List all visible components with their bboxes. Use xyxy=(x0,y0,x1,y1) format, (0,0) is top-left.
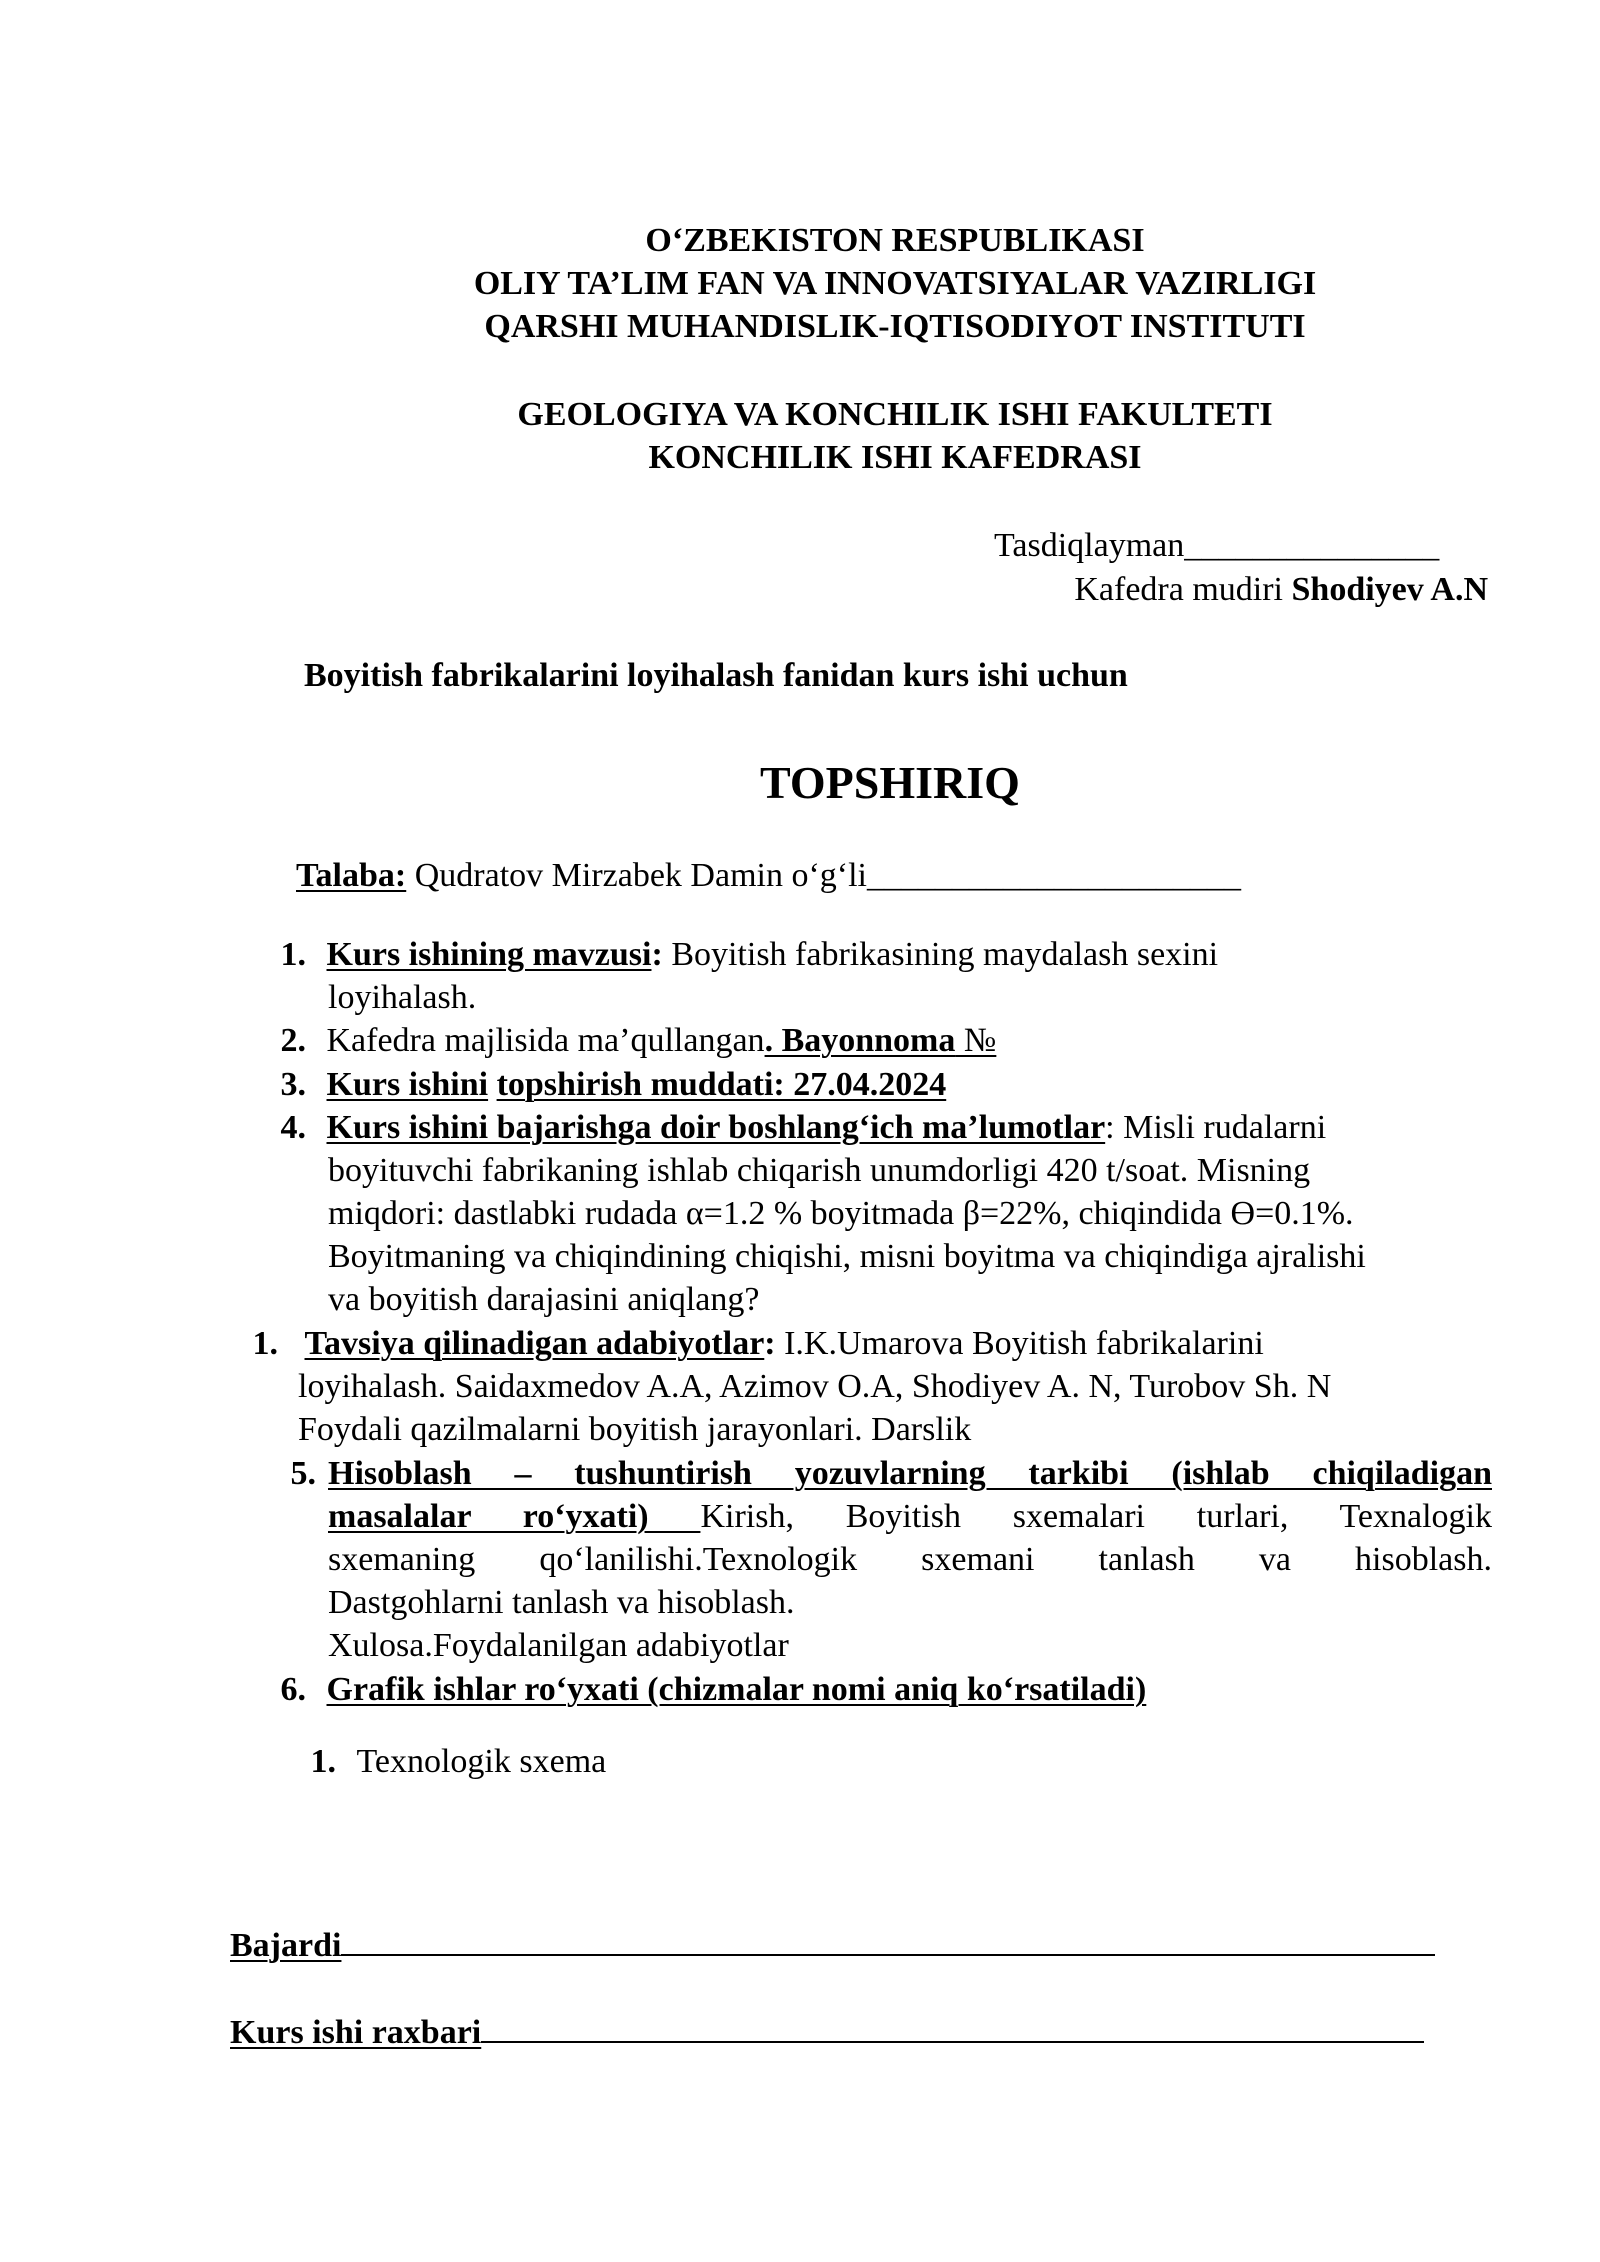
ministry-header-line-1: O‘ZBEKISTON RESPUBLIKASI xyxy=(645,222,1145,259)
item-text: Boyitish fabrikasining maydalash sexini xyxy=(662,936,1219,973)
item-number: 6. xyxy=(280,1671,306,1708)
list-item xyxy=(270,1109,1326,1147)
approval-label: Tasdiqlayman xyxy=(994,527,1185,564)
supervisor-label: Kurs ishi raxbari xyxy=(230,2014,482,2051)
item-text: I.K.Umarova Boyitish fabrikalarini xyxy=(775,1325,1264,1362)
item-text: Kirish, Boyitish sxemalari turlari, Texnalogik xyxy=(700,1498,1493,1535)
item-tail: № xyxy=(955,1022,997,1059)
item-label: Kurs ishining mavzusi xyxy=(326,936,652,973)
list-item xyxy=(270,1022,996,1060)
item-colon: : xyxy=(764,1325,776,1362)
item-text: Texnologik sxema xyxy=(356,1743,607,1780)
item-number: 1. xyxy=(280,936,306,973)
item-number: 4. xyxy=(280,1109,306,1146)
list-item xyxy=(270,936,1218,974)
institute-name: QARSHI MUHANDISLIK-IQTISODIYOT INSTITUTI xyxy=(484,308,1306,345)
item-text-continued: va boyitish darajasini aniqlang? xyxy=(328,1281,760,1318)
approval-role: Kafedra mudiri xyxy=(1074,571,1292,608)
item-label: Grafik ishlar ro‘yxati (chizmalar nomi aniq ko‘rsatiladi) xyxy=(326,1671,1147,1708)
item-text-continued: loyihalash. Saidaxmedov A.A, Azimov O.A, Shodiyev A. N, Turobov Sh. N xyxy=(298,1368,1332,1405)
ministry-header-line-2: OLIY TA’LIM FAN VA INNOVATSIYALAR VAZIRLIGI xyxy=(473,265,1317,302)
item-text-continued: Dastgohlarni tanlash va hisoblash. xyxy=(328,1584,795,1621)
item-label: . Bayonnoma xyxy=(764,1022,956,1059)
item-label: Kurs ishini bajarishga doir boshlang‘ich ma’lumotlar xyxy=(326,1109,1106,1146)
supervisor-signature xyxy=(230,2011,1424,2052)
item-number: 1. xyxy=(310,1743,336,1780)
item-text: : Misli rudalarni xyxy=(1105,1109,1327,1146)
student-name: Qudratov Mirzabek Damin o‘g‘li xyxy=(406,857,867,894)
item-number: 5. xyxy=(290,1455,316,1492)
list-item xyxy=(300,1743,606,1781)
item-number: 1. xyxy=(252,1325,278,1362)
item-label: Hisoblash – tushuntirish yozuvlarning tarkibi (ishlab chiqiladigan xyxy=(328,1455,1492,1492)
approval-name: Shodiyev A.N xyxy=(1291,571,1488,608)
faculty-name: GEOLOGIYA VA KONCHILIK ISHI FAKULTETI xyxy=(517,396,1273,433)
item-text: Kafedra majlisida ma’qullangan xyxy=(326,1022,765,1059)
department-name: KONCHILIK ISHI KAFEDRASI xyxy=(648,439,1142,476)
performer-signature-line xyxy=(341,1924,1435,1956)
item-text-continued: Boyitmaning va chiqindining chiqishi, misni boyitma va chiqindiga ajralishi xyxy=(328,1238,1366,1275)
student-blank: ______________________ xyxy=(867,857,1241,894)
supervisor-signature-line xyxy=(481,2011,1424,2043)
item-label: masalalar ro‘yxati) xyxy=(328,1498,701,1535)
item-text-continued: Foydali qazilmalarni boyitish jarayonlari. Darslik xyxy=(298,1411,972,1448)
item-text-line xyxy=(328,1498,1492,1536)
student-line xyxy=(296,857,1241,895)
student-label: Talaba: xyxy=(296,857,407,894)
item-number: 3. xyxy=(280,1066,306,1103)
item-text-continued: Xulosa.Foydalanilgan adabiyotlar xyxy=(328,1627,789,1664)
item-text-continued: boyituvchi fabrikaning ishlab chiqarish unumdorligi 420 t/soat. Misning xyxy=(328,1152,1311,1189)
item-text-continued: sxemaning qo‘lanilishi.Texnologik sxemani tanlash va hisoblash. xyxy=(328,1541,1492,1578)
performer-label: Bajardi xyxy=(230,1927,342,1964)
approval-line xyxy=(994,527,1439,565)
list-item xyxy=(242,1325,1264,1363)
item-colon: : xyxy=(651,936,663,973)
performer-signature xyxy=(230,1924,1435,1965)
item-number: 2. xyxy=(280,1022,306,1059)
item-label: topshirish muddati: 27.04.2024 xyxy=(496,1066,947,1103)
item-label: Kurs ishini xyxy=(326,1066,489,1103)
item-label: Tavsiya qilinadigan adabiyotlar xyxy=(304,1325,765,1362)
approval-signer xyxy=(1074,571,1488,609)
approval-blank: _______________ xyxy=(1184,527,1440,564)
list-item xyxy=(270,1066,946,1104)
list-item-number-5 xyxy=(280,1455,316,1493)
item-text-continued: loyihalash. xyxy=(328,979,477,1016)
subject-line: Boyitish fabrikalarini loyihalash fanidan kurs ishi uchun xyxy=(304,657,1128,694)
list-item xyxy=(270,1671,1146,1709)
item-text-continued: miqdori: dastlabki rudada α=1.2 % boyitmada β=22%, chiqindida ϴ=0.1%. xyxy=(328,1195,1354,1232)
document-title: TOPSHIRIQ xyxy=(760,757,1020,808)
